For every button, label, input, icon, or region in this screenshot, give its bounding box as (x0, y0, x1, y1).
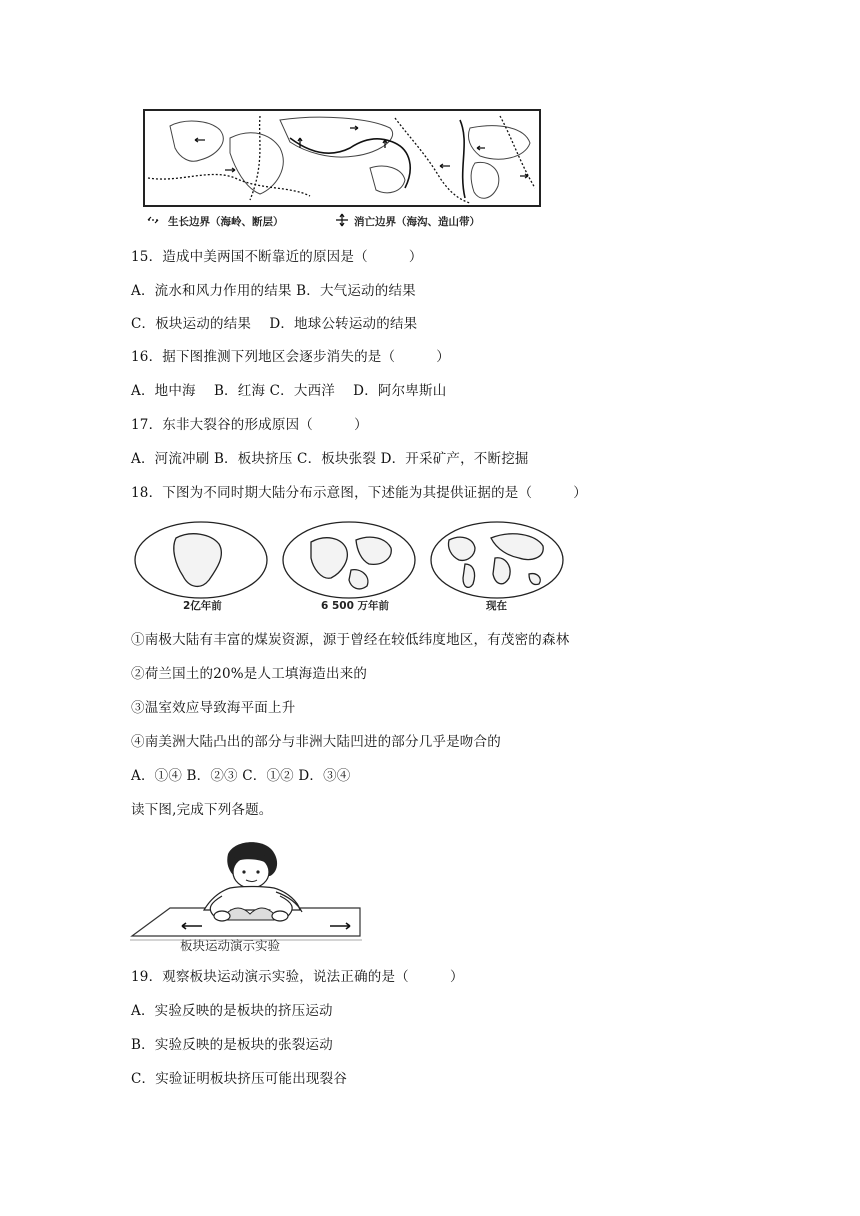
q18-statement-4: ④南美洲大陆凸出的部分与非洲大陆凹进的部分几乎是吻合的 (131, 734, 501, 750)
legend-growth-label: 生长边界（海岭、断层） (168, 216, 284, 228)
globe-present (431, 522, 563, 598)
q16-options: A．地中海 B．红海 C．大西洋 D．阿尔卑斯山 (131, 383, 447, 399)
q19-option-b: B．实验反映的是板块的张裂运动 (131, 1037, 333, 1053)
q17-stem: 17．东非大裂谷的形成原因（ ） (131, 417, 368, 433)
reading-prompt: 读下图,完成下列各题。 (131, 802, 273, 818)
plate-experiment-figure (130, 836, 362, 952)
q18-statement-1: ①南极大陆有丰富的煤炭资源，源于曾经在较低纬度地区，有茂密的森林 (131, 632, 570, 648)
legend-subduction-label: 消亡边界（海沟、造山带） (354, 216, 480, 228)
q19-option-a: A．实验反映的是板块的挤压运动 (131, 1003, 333, 1019)
continents-figure (131, 518, 567, 614)
label-65mya: 6 500 万年前 (321, 600, 390, 612)
globe-200mya (135, 522, 267, 598)
q18-statement-3: ③温室效应导致海平面上升 (131, 700, 296, 716)
label-200mya: 2亿年前 (183, 600, 222, 612)
q18-options: A．①④ B．②③ C．①② D．③④ (131, 768, 351, 784)
plate-boundary-map (140, 108, 544, 232)
q18-stem: 18．下图为不同时期大陆分布示意图，下述能为其提供证据的是（ ） (131, 485, 587, 501)
globe-65mya (283, 522, 415, 598)
experiment-caption: 板块运动演示实验 (180, 938, 281, 953)
q16-stem: 16．据下图推测下列地区会逐步消失的是（ ） (131, 349, 450, 365)
q15-options-line1: A．流水和风力作用的结果 B．大气运动的结果 (131, 283, 416, 299)
q15-stem: 15．造成中美两国不断靠近的原因是（ ） (131, 249, 423, 265)
q15-options-line2: C．板块运动的结果 D．地球公转运动的结果 (131, 316, 418, 332)
q19-option-c: C．实验证明板块挤压可能出现裂谷 (131, 1071, 348, 1087)
q18-statement-2: ②荷兰国土的20%是人工填海造出来的 (131, 666, 368, 682)
q19-stem: 19．观察板块运动演示实验，说法正确的是（ ） (131, 969, 464, 985)
label-present: 现在 (486, 600, 507, 612)
q17-options: A．河流冲刷 B．板块挤压 C．板块张裂 D．开采矿产，不断挖掘 (131, 451, 529, 467)
